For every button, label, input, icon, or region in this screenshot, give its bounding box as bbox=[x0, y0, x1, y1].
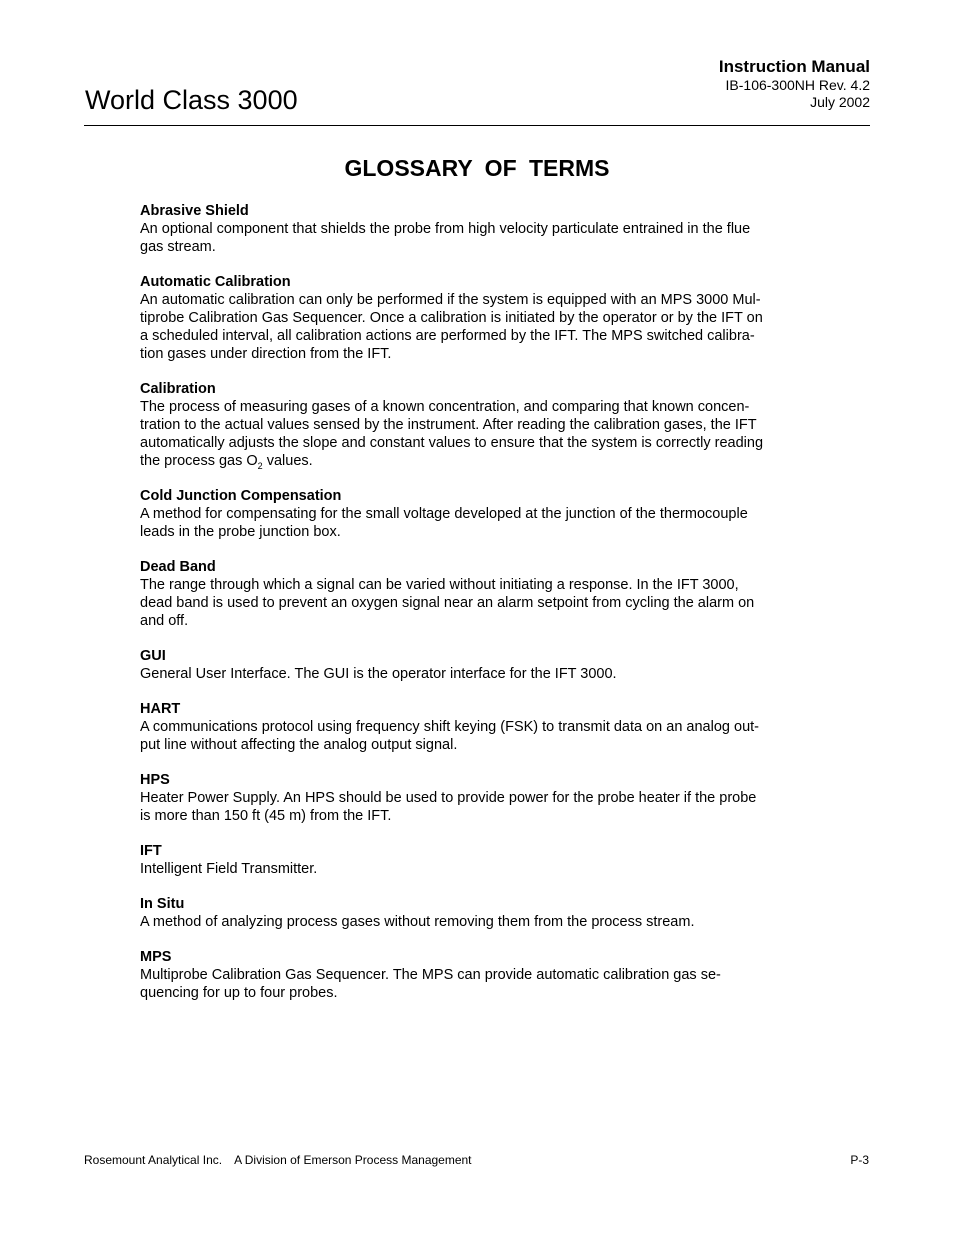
page-title: GLOSSARY OF TERMS bbox=[344, 155, 610, 181]
definition-line: and off. bbox=[140, 613, 189, 629]
glossary-term: Calibration bbox=[140, 381, 216, 397]
definition-text: the process gas O bbox=[140, 453, 258, 469]
glossary-definition bbox=[140, 860, 820, 878]
subscript-text: 2 bbox=[257, 460, 263, 471]
glossary-term: IFT bbox=[140, 843, 162, 859]
document-number: IB-106-300NH Rev. 4.2 bbox=[725, 77, 870, 93]
footer-company bbox=[84, 1153, 472, 1168]
glossary-definition bbox=[140, 966, 820, 1002]
definition-line: is more than 150 ft (45 m) from the IFT. bbox=[140, 808, 392, 824]
glossary-term: HPS bbox=[140, 772, 170, 788]
definition-line: automatically adjusts the slope and constant values to ensure that the system is correctly reading bbox=[140, 435, 764, 451]
glossary-definition bbox=[140, 718, 820, 754]
product-title: World Class 3000 bbox=[85, 85, 298, 115]
glossary-definition bbox=[140, 291, 820, 363]
header-divider bbox=[84, 125, 870, 126]
page-number: P-3 bbox=[850, 1153, 869, 1167]
definition-line: The process of measuring gases of a known concentration, and comparing that known concen- bbox=[140, 399, 750, 415]
definition-line: Heater Power Supply. An HPS should be used to provide power for the probe heater if the probe bbox=[140, 790, 757, 806]
glossary-term: GUI bbox=[140, 648, 166, 664]
definition-line: tiprobe Calibration Gas Sequencer. Once a calibration is initiated by the operator or by the IFT on bbox=[140, 310, 763, 326]
definition-line: leads in the probe junction box. bbox=[140, 524, 341, 540]
company-name: Rosemount Analytical Inc. bbox=[84, 1153, 223, 1167]
glossary-term: MPS bbox=[140, 949, 172, 965]
glossary-definition bbox=[140, 398, 820, 470]
glossary-list bbox=[140, 202, 820, 1019]
definition-line: An optional component that shields the probe from high velocity particulate entrained in the flue bbox=[140, 221, 751, 237]
glossary-definition bbox=[140, 665, 820, 683]
definition-line: Multiprobe Calibration Gas Sequencer. The MPS can provide automatic calibration gas se- bbox=[140, 967, 721, 983]
glossary-definition bbox=[140, 220, 820, 256]
definition-line: Intelligent Field Transmitter. bbox=[140, 861, 318, 877]
glossary-entry-cold-junction-compensation bbox=[140, 487, 820, 541]
glossary-entry-hart bbox=[140, 700, 820, 754]
glossary-term: Dead Band bbox=[140, 559, 216, 575]
definition-line: put line without affecting the analog output signal. bbox=[140, 737, 458, 753]
glossary-entry-in-situ bbox=[140, 895, 820, 931]
glossary-definition bbox=[140, 913, 820, 931]
glossary-entry-automatic-calibration bbox=[140, 273, 820, 363]
glossary-term: Abrasive Shield bbox=[140, 203, 249, 219]
definition-line: The range through which a signal can be varied without initiating a response. In the IFT 3000, bbox=[140, 577, 739, 593]
glossary-entry-gui bbox=[140, 647, 820, 683]
glossary-entry-dead-band bbox=[140, 558, 820, 630]
glossary-entry-abrasive-shield bbox=[140, 202, 820, 256]
definition-line: quencing for up to four probes. bbox=[140, 985, 338, 1001]
definition-line: gas stream. bbox=[140, 239, 216, 255]
definition-line: A method for compensating for the small voltage developed at the junction of the thermocouple bbox=[140, 506, 748, 522]
definition-line: A communications protocol using frequency shift keying (FSK) to transmit data on an analog out- bbox=[140, 719, 759, 735]
glossary-entry-hps bbox=[140, 771, 820, 825]
glossary-term: Cold Junction Compensation bbox=[140, 488, 342, 504]
glossary-definition bbox=[140, 576, 820, 630]
definition-line: a scheduled interval, all calibration actions are performed by the IFT. The MPS switched calibra- bbox=[140, 328, 755, 344]
definition-text: values. bbox=[262, 453, 313, 469]
glossary-definition bbox=[140, 789, 820, 825]
definition-line: dead band is used to prevent an oxygen signal near an alarm setpoint from cycling the alarm on bbox=[140, 595, 755, 611]
definition-line: A method of analyzing process gases without removing them from the process stream. bbox=[140, 914, 695, 930]
manual-label: Instruction Manual bbox=[718, 57, 870, 76]
division-name: A Division of Emerson Process Management bbox=[234, 1153, 472, 1167]
definition-line: An automatic calibration can only be performed if the system is equipped with an MPS 3000 Mul- bbox=[140, 292, 761, 308]
glossary-entry-ift bbox=[140, 842, 820, 878]
glossary-term: HART bbox=[140, 701, 181, 717]
definition-line: tration to the actual values sensed by the instrument. After reading the calibration gases, the IFT bbox=[140, 417, 757, 433]
glossary-entry-mps bbox=[140, 948, 820, 1002]
definition-line bbox=[140, 452, 820, 470]
glossary-term: In Situ bbox=[140, 896, 185, 912]
document-info bbox=[719, 56, 870, 111]
glossary-entry-calibration bbox=[140, 380, 820, 470]
glossary-term: Automatic Calibration bbox=[140, 274, 291, 290]
definition-line: tion gases under direction from the IFT. bbox=[140, 346, 392, 362]
glossary-definition bbox=[140, 505, 820, 541]
definition-line: General User Interface. The GUI is the operator interface for the IFT 3000. bbox=[140, 666, 617, 682]
document-date: July 2002 bbox=[810, 94, 870, 110]
